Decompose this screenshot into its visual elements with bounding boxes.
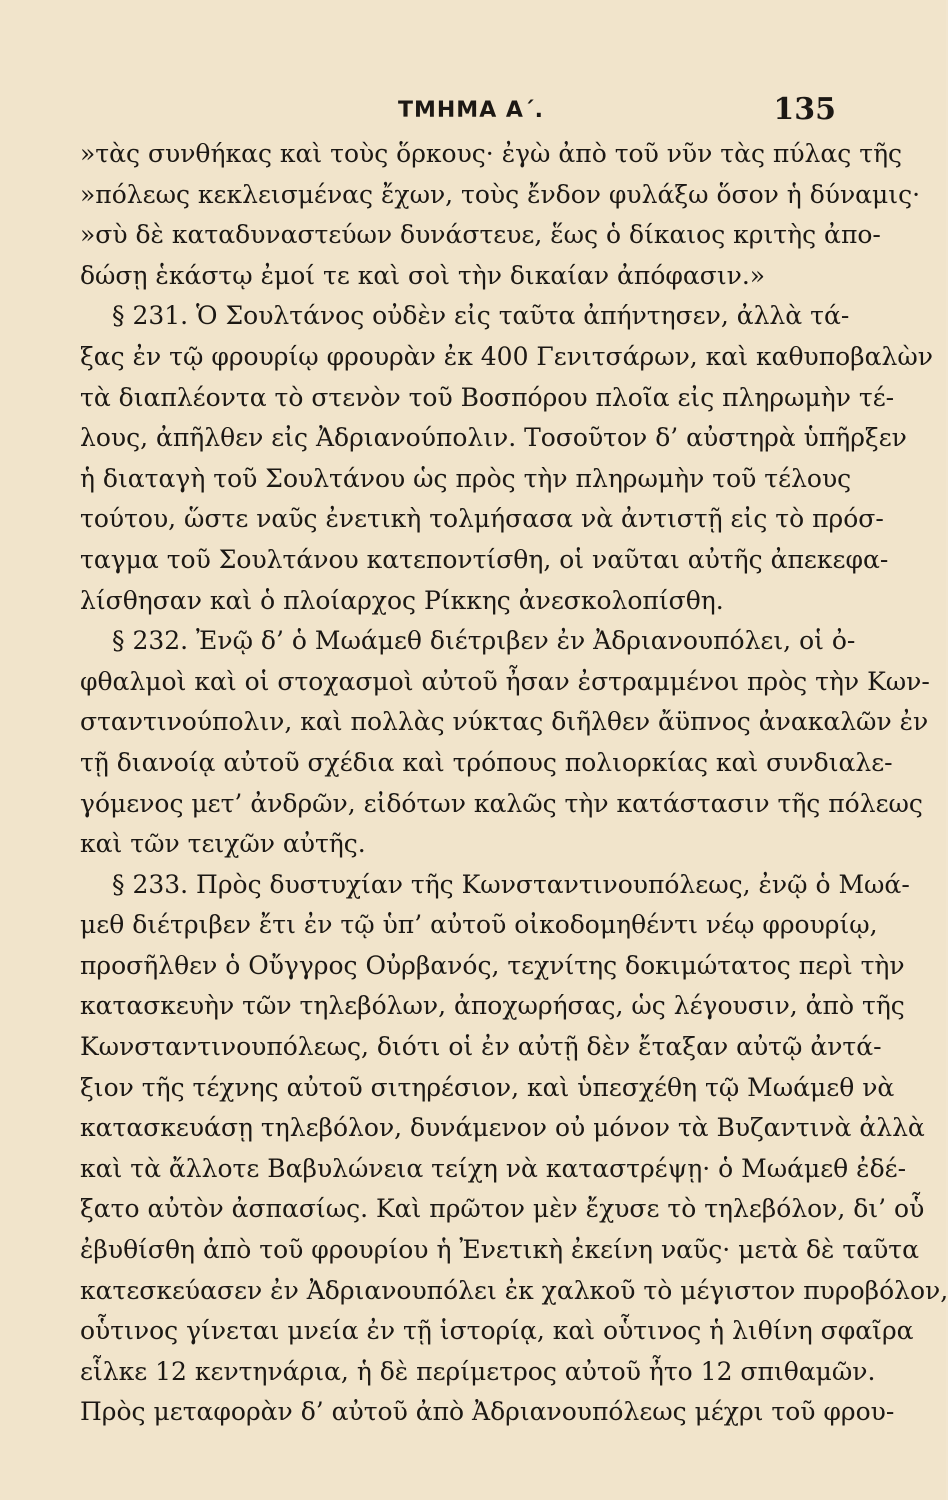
text-line: φθαλμοὶ καὶ οἱ στοχασμοὶ αὐτοῦ ἦσαν ἐστραμμένοι πρὸς τὴν Κων-: [80, 666, 930, 696]
text-line: μεθ διέτριβεν ἔτι ἐν τῷ ὑπ’ αὐτοῦ οἰκοδομηθέντι νέῳ φρουρίῳ,: [80, 910, 878, 940]
text-line: εἷλκε 12 κεντηνάρια, ἡ δὲ περίμετρος αὐτοῦ ἦτο 12 σπιθαμῶν.: [80, 1356, 876, 1386]
paragraph-232-start: § 232. Ἐνῷ δ’ ὁ Μωάμεθ διέτριβεν ἐν Ἀδριανουπόλει, οἱ ὀ-: [112, 626, 856, 656]
text-line: κατασκευὴν τῶν τηλεβόλων, ἀποχωρήσας, ὡς λέγουσιν, ἀπὸ τῆς: [80, 991, 905, 1021]
text-line: σταντινούπολιν, καὶ πολλὰς νύκτας διῆλθεν ἄϋπνος ἀνακαλῶν ἐν: [80, 707, 929, 737]
text-line: καὶ τῶν τειχῶν αὐτῆς.: [80, 829, 366, 859]
text-line: κατασκευάσῃ τηλεβόλον, δυνάμενον οὐ μόνον τὰ Βυζαντινὰ ἀλλὰ: [80, 1113, 925, 1143]
text-line: δώσῃ ἑκάστῳ ἐμοί τε καὶ σοὶ τὴν δικαίαν ἀπόφασιν.»: [80, 260, 766, 290]
text-line: γόμενος μετ’ ἀνδρῶν, εἰδότων καλῶς τὴν κατάστασιν τῆς πόλεως: [80, 788, 923, 818]
text-line: ἐβυθίσθη ἀπὸ τοῦ φρουρίου ἡ Ἐνετικὴ ἐκείνη ναῦς· μετὰ δὲ ταῦτα: [80, 1235, 920, 1265]
section-title: ΤΜΗΜΑ Α΄.: [398, 98, 544, 123]
text-line: τῇ διανοίᾳ αὐτοῦ σχέδια καὶ τρόπους πολιορκίας καὶ συνδιαλε-: [80, 747, 893, 777]
text-line: Πρὸς μεταφορὰν δ’ αὐτοῦ ἀπὸ Ἀδριανουπόλεως μέχρι τοῦ φρου-: [80, 1397, 895, 1427]
text-line: »σὺ δὲ καταδυναστεύων δυνάστευε, ἕως ὁ δίκαιος κριτὴς ἀπο-: [80, 220, 881, 250]
text-line: Κωνσταντινουπόλεως, διότι οἱ ἐν αὐτῇ δὲν ἔταξαν αὐτῷ ἀντά-: [80, 1032, 882, 1062]
text-line: τὰ διαπλέοντα τὸ στενὸν τοῦ Βοσπόρου πλοῖα εἰς πληρωμὴν τέ-: [80, 382, 895, 412]
text-line: τούτου, ὥστε ναῦς ἐνετικὴ τολμήσασα νὰ ἀντιστῇ εἰς τὸ πρόσ-: [80, 504, 884, 534]
page-header: [80, 92, 836, 132]
paragraph-233-start: § 233. Πρὸς δυστυχίαν τῆς Κωνσταντινουπόλεως, ἐνῷ ὁ Μωά-: [112, 869, 910, 899]
text-line: »πόλεως κεκλεισμένας ἔχων, τοὺς ἔνδον φυλάξω ὅσον ἡ δύναμις·: [80, 179, 921, 209]
page-number: 135: [773, 92, 836, 127]
text-line: ξας ἐν τῷ φρουρίῳ φρουρὰν ἐκ 400 Γενιτσάρων, καὶ καθυποβαλὼν: [80, 341, 933, 371]
body-text: [80, 134, 948, 1433]
text-line: κατεσκεύασεν ἐν Ἀδριανουπόλει ἐκ χαλκοῦ τὸ μέγιστον πυροβόλον,: [80, 1275, 948, 1305]
text-line: οὗτινος γίνεται μνεία ἐν τῇ ἱστορίᾳ, καὶ οὗτινος ἡ λιθίνη σφαῖρα: [80, 1316, 914, 1346]
text-line: ξατο αὐτὸν ἀσπασίως. Καὶ πρῶτον μὲν ἔχυσε τὸ τηλεβόλον, δι’ οὗ: [80, 1194, 925, 1224]
text-line: ἡ διαταγὴ τοῦ Σουλτάνου ὡς πρὸς τὴν πληρωμὴν τοῦ τέλους: [80, 463, 852, 493]
text-line: λίσθησαν καὶ ὁ πλοίαρχος Ρίκκης ἀνεσκολοπίσθη.: [80, 585, 724, 615]
text-line: ταγμα τοῦ Σουλτάνου κατεποντίσθη, οἱ ναῦται αὐτῆς ἀπεκεφα-: [80, 544, 889, 574]
text-line: καὶ τὰ ἄλλοτε Βαβυλώνεια τείχη νὰ καταστρέψῃ· ὁ Μωάμεθ ἐδέ-: [80, 1153, 907, 1183]
text-line: προσῆλθεν ὁ Οὔγγρος Οὐρβανός, τεχνίτης δοκιμώτατος περὶ τὴν: [80, 950, 905, 980]
text-line: »τὰς συνθήκας καὶ τοὺς ὅρκους· ἐγὼ ἀπὸ τοῦ νῦν τὰς πύλας τῆς: [80, 139, 903, 168]
text-line: ξιον τῆς τέχνης αὐτοῦ σιτηρέσιον, καὶ ὑπεσχέθη τῷ Μωάμεθ νὰ: [80, 1072, 895, 1102]
text-line: λους, ἀπῆλθεν εἰς Ἀδριανούπολιν. Τοσοῦτον δ’ αὐστηρὰ ὑπῆρξεν: [80, 423, 907, 453]
paragraph-231-start: § 231. Ὁ Σουλτάνος οὐδὲν εἰς ταῦτα ἀπήντησεν, ἀλλὰ τά-: [112, 301, 850, 331]
